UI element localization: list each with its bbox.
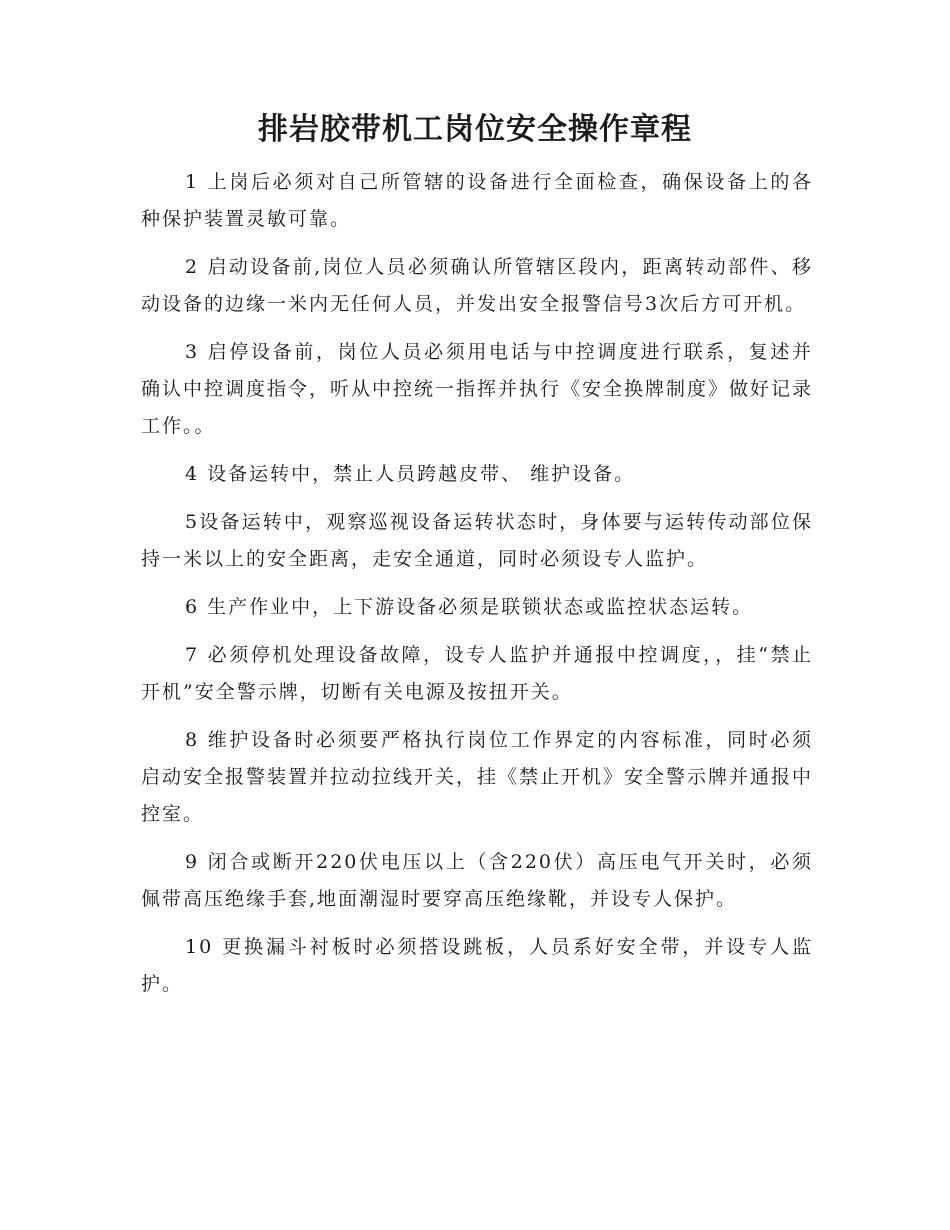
rule-paragraph-2: 2 启动设备前,岗位人员必须确认所管辖区段内，距离转动部件、移动设备的边缘一米内无任何人员，并发出安全报警信号3次后方可开机。 [141,256,813,315]
document-title: 排岩胶带机工岗位安全操作章程 [258,112,692,147]
rule-paragraph-3: 3 启停设备前，岗位人员必须用电话与中控调度进行联系，复述并确认中控调度指令，听从中控统一指挥并执行《安全换牌制度》做好记录工作。。 [141,341,814,437]
rule-paragraph-5: 5设备运转中，观察巡视设备运转状态时，身体要与运转传动部位保持一米以上的安全距离，走安全通道，同时必须设专人监护。 [141,511,813,570]
document-body [141,164,813,1014]
rule-paragraph-7: 7 必须停机处理设备故障，设专人监护并通报中控调度，，挂“禁止开机”安全警示牌，切断有关电源及按扭开关。 [141,644,813,703]
rule-paragraph-10: 10 更换漏斗衬板时必须搭设跳板，人员系好安全带，并设专人监护。 [141,936,813,995]
rule-paragraph-8: 8 维护设备时必须要严格执行岗位工作界定的内容标准，同时必须启动安全报警装置并拉动拉线开关，挂《禁止开机》安全警示牌并通报中控室。 [141,729,814,825]
rule-paragraph-9: 9 闭合或断开220伏电压以上（含220伏）高压电气开关时，必须佩带高压绝缘手套,地面潮湿时要穿高压绝缘靴，并设专人保护。 [141,851,813,910]
rule-paragraph-6: 6 生产作业中，上下游设备必须是联锁状态或监控状态运转。 [185,596,754,618]
rule-paragraph-1: 1 上岗后必须对自己所管辖的设备进行全面检查，确保设备上的各种保护装置灵敏可靠。 [141,171,813,230]
rule-paragraph-4: 4 设备运转中，禁止人员跨越皮带、 维护设备。 [185,463,636,485]
